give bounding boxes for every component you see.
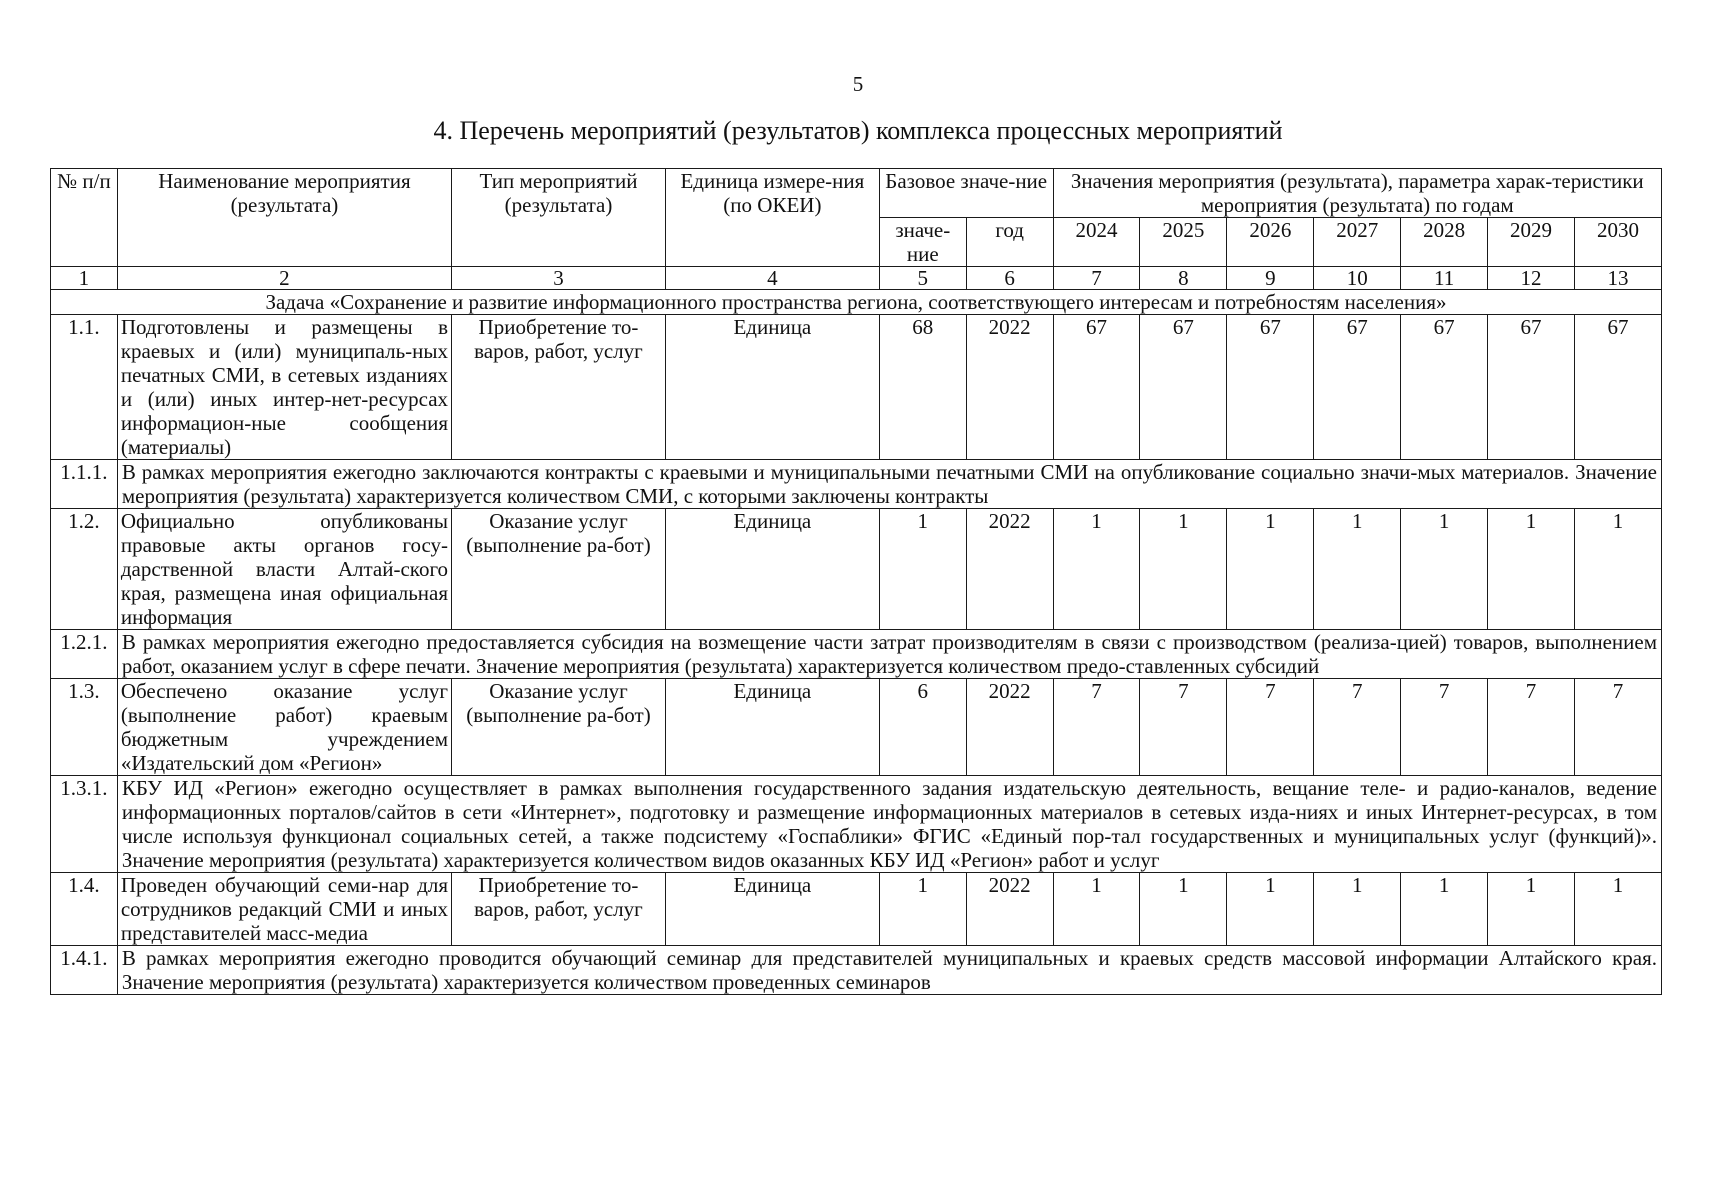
header-year: 2029 bbox=[1488, 218, 1575, 267]
base-year: 2022 bbox=[966, 315, 1053, 460]
row-number: 1.3. bbox=[51, 679, 118, 776]
note-number: 1.1.1. bbox=[51, 460, 118, 509]
table-row bbox=[51, 679, 1662, 776]
unit-of-measure: Единица bbox=[665, 509, 879, 630]
column-number: 2 bbox=[117, 267, 451, 290]
table-row bbox=[51, 873, 1662, 946]
year-value: 1 bbox=[1140, 509, 1227, 630]
activity-type: Оказание услуг (выполнение ра-бот) bbox=[452, 509, 666, 630]
base-year: 2022 bbox=[966, 679, 1053, 776]
unit-of-measure: Единица bbox=[665, 873, 879, 946]
row-number: 1.4. bbox=[51, 873, 118, 946]
year-value: 7 bbox=[1140, 679, 1227, 776]
base-value: 1 bbox=[879, 509, 966, 630]
column-number: 6 bbox=[966, 267, 1053, 290]
year-value: 1 bbox=[1401, 509, 1488, 630]
header-type: Тип мероприятий (результата) bbox=[452, 169, 666, 267]
note-number: 1.3.1. bbox=[51, 776, 118, 873]
column-number: 5 bbox=[879, 267, 966, 290]
note-text: В рамках мероприятия ежегодно заключаются контракты с краевыми и муниципальными печатными СМИ на опубликование социально значи-мых материалов. Значение мероприятия (результата) характеризуется количеством СМИ, с которыми заключены контракты bbox=[117, 460, 1661, 509]
header-base-year: год bbox=[966, 218, 1053, 267]
year-value: 1 bbox=[1227, 873, 1314, 946]
table-row bbox=[51, 509, 1662, 630]
header-values-by-year: Значения мероприятия (результата), параметра харак-теристики мероприятия (результата) по годам bbox=[1053, 169, 1661, 218]
year-value: 1 bbox=[1314, 509, 1401, 630]
base-value: 68 bbox=[879, 315, 966, 460]
year-value: 1 bbox=[1314, 873, 1401, 946]
column-number: 3 bbox=[452, 267, 666, 290]
document-title: 4. Перечень мероприятий (результатов) комплекса процессных мероприятий bbox=[433, 116, 1283, 145]
year-value: 67 bbox=[1140, 315, 1227, 460]
header-year: 2024 bbox=[1053, 218, 1140, 267]
task-text: Задача «Сохранение и развитие информационного пространства региона, соответствующего интересам и потребностям населения» bbox=[51, 290, 1662, 315]
note-number: 1.4.1. bbox=[51, 946, 118, 995]
year-value: 7 bbox=[1488, 679, 1575, 776]
header-year: 2025 bbox=[1140, 218, 1227, 267]
activity-name: Подготовлены и размещены в краевых и (или) муниципаль-ных печатных СМИ, в сетевых изданиях и (или) иных интер-нет-ресурсах информацион-ные сообщения (материалы) bbox=[117, 315, 451, 460]
column-number: 9 bbox=[1227, 267, 1314, 290]
header-base-value: значе-ние bbox=[879, 218, 966, 267]
note-row bbox=[51, 946, 1662, 995]
column-number: 12 bbox=[1488, 267, 1575, 290]
header-year: 2028 bbox=[1401, 218, 1488, 267]
base-value: 6 bbox=[879, 679, 966, 776]
activity-name: Официально опубликованы правовые акты органов госу-дарственной власти Алтай-ского края, размещена иная официальная информация bbox=[117, 509, 451, 630]
year-value: 1 bbox=[1140, 873, 1227, 946]
year-value: 7 bbox=[1227, 679, 1314, 776]
year-value: 67 bbox=[1314, 315, 1401, 460]
header-unit: Единица измере-ния (по ОКЕИ) bbox=[665, 169, 879, 267]
activity-name: Проведен обучающий семи-нар для сотрудников редакций СМИ и иных представителей масс-медиа bbox=[117, 873, 451, 946]
year-value: 1 bbox=[1574, 509, 1661, 630]
year-value: 67 bbox=[1227, 315, 1314, 460]
year-value: 67 bbox=[1053, 315, 1140, 460]
activities-table bbox=[50, 168, 1662, 995]
column-number: 11 bbox=[1401, 267, 1488, 290]
base-value: 1 bbox=[879, 873, 966, 946]
base-year: 2022 bbox=[966, 509, 1053, 630]
year-value: 1 bbox=[1488, 873, 1575, 946]
task-row bbox=[51, 290, 1662, 315]
year-value: 1 bbox=[1053, 873, 1140, 946]
year-value: 1 bbox=[1401, 873, 1488, 946]
header-name: Наименование мероприятия (результата) bbox=[117, 169, 451, 267]
note-text: КБУ ИД «Регион» ежегодно осуществляет в рамках выполнения государственного задания издательскую деятельность, вещание теле- и радио-каналов, ведение информационных порталов/сайтов в сети «Интернет», подготовку и размещение информационных материалов в сетевых изда-ниях и иных Интернет-ресурсах, в том числе используя функционал социальных сетей, а также подсистему «Госпаблики» ФГИС «Единый пор-тал государственных и муниципальных услуг (функций)». Значение мероприятия (результата) характеризуется количеством видов оказанных КБУ ИД «Регион» работ и услуг bbox=[117, 776, 1661, 873]
year-value: 7 bbox=[1574, 679, 1661, 776]
year-value: 1 bbox=[1053, 509, 1140, 630]
note-text: В рамках мероприятия ежегодно предоставляется субсидия на возмещение части затрат производителям в связи с производством (реализа-цией) товаров, выполнением работ, оказанием услуг в сфере печати. Значение мероприятия (результата) характеризуется количеством предо-ставленных субсидий bbox=[117, 630, 1661, 679]
note-text: В рамках мероприятия ежегодно проводится обучающий семинар для представителей муниципальных и краевых средств массовой информации Алтайского края. Значение мероприятия (результата) характеризуется количеством проведенных семинаров bbox=[117, 946, 1661, 995]
note-row bbox=[51, 776, 1662, 873]
header-row bbox=[51, 169, 1662, 218]
year-value: 7 bbox=[1401, 679, 1488, 776]
year-value: 67 bbox=[1574, 315, 1661, 460]
column-number: 7 bbox=[1053, 267, 1140, 290]
year-value: 7 bbox=[1314, 679, 1401, 776]
year-value: 67 bbox=[1488, 315, 1575, 460]
year-value: 1 bbox=[1227, 509, 1314, 630]
note-row bbox=[51, 630, 1662, 679]
unit-of-measure: Единица bbox=[665, 315, 879, 460]
column-numbers-row bbox=[51, 267, 1662, 290]
year-value: 7 bbox=[1053, 679, 1140, 776]
row-number: 1.2. bbox=[51, 509, 118, 630]
header-num: № п/п bbox=[51, 169, 118, 267]
year-value: 67 bbox=[1401, 315, 1488, 460]
page-number: 5 bbox=[852, 72, 864, 96]
column-number: 1 bbox=[51, 267, 118, 290]
column-number: 13 bbox=[1574, 267, 1661, 290]
year-value: 1 bbox=[1488, 509, 1575, 630]
note-number: 1.2.1. bbox=[51, 630, 118, 679]
header-year: 2026 bbox=[1227, 218, 1314, 267]
column-number: 10 bbox=[1314, 267, 1401, 290]
unit-of-measure: Единица bbox=[665, 679, 879, 776]
activity-type: Оказание услуг (выполнение ра-бот) bbox=[452, 679, 666, 776]
activity-type: Приобретение то-варов, работ, услуг bbox=[452, 315, 666, 460]
activity-name: Обеспечено оказание услуг (выполнение работ) краевым бюджетным учреждением «Издательский дом «Регион» bbox=[117, 679, 451, 776]
column-number: 8 bbox=[1140, 267, 1227, 290]
base-year: 2022 bbox=[966, 873, 1053, 946]
column-number: 4 bbox=[665, 267, 879, 290]
note-row bbox=[51, 460, 1662, 509]
row-number: 1.1. bbox=[51, 315, 118, 460]
year-value: 1 bbox=[1574, 873, 1661, 946]
activity-type: Приобретение то-варов, работ, услуг bbox=[452, 873, 666, 946]
table-row bbox=[51, 315, 1662, 460]
header-year: 2027 bbox=[1314, 218, 1401, 267]
header-year: 2030 bbox=[1574, 218, 1661, 267]
header-base: Базовое значе-ние bbox=[879, 169, 1053, 218]
